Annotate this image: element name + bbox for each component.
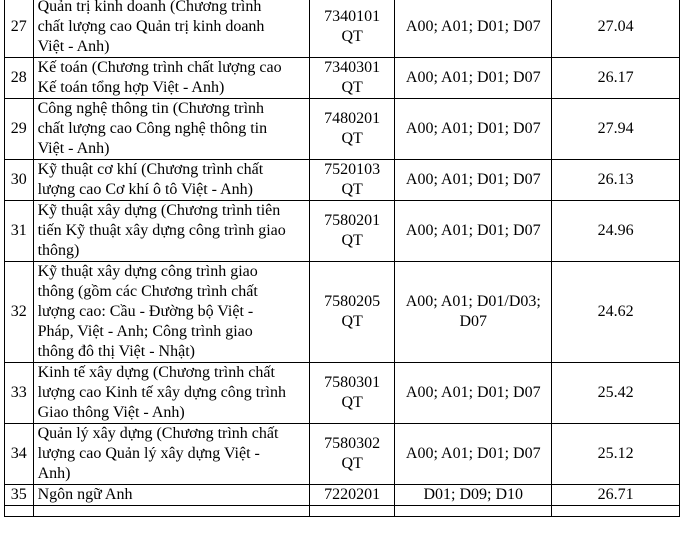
- cutoff-score: 24.62: [552, 262, 680, 363]
- table-body: [5, 0, 680, 517]
- program-name-line: Việt - Anh): [37, 140, 110, 157]
- table-row: [5, 0, 680, 58]
- program-name-line: Việt - Anh): [37, 38, 110, 55]
- program-code-line: 7580201: [324, 212, 381, 229]
- program-name-line: Anh): [37, 465, 71, 482]
- program-code: [309, 160, 394, 201]
- row-number: 31: [5, 201, 34, 262]
- program-name-line: Công nghệ thông tin (Chương trình: [37, 100, 265, 117]
- subject-combination-line: A00; A01; D01/D03;: [405, 293, 541, 310]
- program-code: [309, 363, 394, 424]
- row-number: 34: [5, 424, 34, 485]
- row-number: 30: [5, 160, 34, 201]
- table-row: [5, 160, 680, 201]
- program-code: [309, 424, 394, 485]
- table-row-partial: [5, 506, 680, 517]
- subject-combination-line: D07: [459, 313, 488, 330]
- program-code: [309, 58, 394, 99]
- subject-combination-line: A00; A01; D01; D07: [405, 384, 541, 401]
- program-code-line: 7220201: [324, 486, 381, 503]
- program-name-line: lượng cao Quản lý xây dựng Việt -: [37, 445, 260, 462]
- program-code: [309, 99, 394, 160]
- program-code: [309, 485, 394, 506]
- program-name-line: Kỹ thuật xây dựng công trình giao: [37, 263, 258, 280]
- cutoff-score: 26.13: [552, 160, 680, 201]
- program-name-line: chất lượng cao Công nghệ thông tin: [37, 120, 268, 137]
- program-code: [309, 262, 394, 363]
- program-code-line: QT: [341, 181, 363, 198]
- cutoff-score: 27.94: [552, 99, 680, 160]
- admission-scores-table: [4, 0, 680, 517]
- cutoff-score: 25.12: [552, 424, 680, 485]
- row-number: 32: [5, 262, 34, 363]
- row-number: 27: [5, 0, 34, 58]
- table-row: [5, 363, 680, 424]
- subject-combination-line: A00; A01; D01; D07: [405, 18, 541, 35]
- empty-cell: [395, 506, 552, 517]
- program-name: [33, 485, 309, 506]
- program-name-line: Kinh tế xây dựng (Chương trình chất: [37, 364, 275, 381]
- program-name: [33, 262, 309, 363]
- program-name-line: Kế toán tổng hợp Việt - Anh): [37, 79, 225, 96]
- table-row: [5, 262, 680, 363]
- program-code-line: QT: [341, 79, 363, 96]
- subject-combination: [395, 160, 552, 201]
- subject-combination-line: A00; A01; D01; D07: [405, 222, 541, 239]
- program-name-line: thông (gồm các Chương trình chất: [37, 283, 258, 300]
- table-row: [5, 58, 680, 99]
- subject-combination: [395, 99, 552, 160]
- table-row: [5, 201, 680, 262]
- program-name-line: Kế toán (Chương trình chất lượng cao: [37, 59, 282, 76]
- program-name-line: Pháp, Việt - Anh; Công trình giao: [37, 323, 253, 340]
- cutoff-score: 25.42: [552, 363, 680, 424]
- subject-combination-line: A00; A01; D01; D07: [405, 120, 541, 137]
- empty-cell: [552, 506, 680, 517]
- program-name-line: lượng cao: Cầu - Đường bộ Việt -: [37, 303, 254, 320]
- row-number: 29: [5, 99, 34, 160]
- program-name-line: Kỹ thuật xây dựng (Chương trình tiên: [37, 202, 281, 219]
- program-name-line: thông đô thị Việt - Nhật): [37, 343, 195, 360]
- program-code-line: 7340101: [324, 8, 381, 25]
- subject-combination-line: A00; A01; D01; D07: [405, 171, 541, 188]
- row-number: 28: [5, 58, 34, 99]
- subject-combination: [395, 58, 552, 99]
- program-name-line: thông): [37, 242, 80, 259]
- subject-combination: [395, 0, 552, 58]
- program-name-line: chất lượng cao Quản trị kinh doanh: [37, 18, 265, 35]
- row-number: 33: [5, 363, 34, 424]
- cutoff-score: 24.96: [552, 201, 680, 262]
- subject-combination-line: D01; D09; D10: [423, 486, 524, 503]
- program-code-line: QT: [341, 455, 363, 472]
- program-name-line: Quản trị kinh doanh (Chương trình: [37, 0, 262, 15]
- table-row: [5, 99, 680, 160]
- program-name: [33, 363, 309, 424]
- program-code-line: 7580301: [324, 374, 381, 391]
- subject-combination: [395, 201, 552, 262]
- program-code-line: 7340301: [324, 59, 381, 76]
- program-code-line: 7520103: [324, 161, 381, 178]
- program-name-line: Giao thông Việt - Anh): [37, 404, 185, 421]
- table-row: [5, 485, 680, 506]
- program-code-line: 7580302: [324, 435, 381, 452]
- program-name-line: Kỹ thuật cơ khí (Chương trình chất: [37, 161, 264, 178]
- program-name: [33, 160, 309, 201]
- program-code: [309, 201, 394, 262]
- program-name-line: lượng cao Kinh tế xây dựng công trình: [37, 384, 286, 401]
- program-code-line: QT: [341, 313, 363, 330]
- program-code-line: 7480201: [324, 110, 381, 127]
- subject-combination-line: A00; A01; D01; D07: [405, 69, 541, 86]
- subject-combination: [395, 363, 552, 424]
- subject-combination-line: A00; A01; D01; D07: [405, 445, 541, 462]
- program-name: [33, 99, 309, 160]
- table-row: [5, 424, 680, 485]
- cutoff-score: 26.71: [552, 485, 680, 506]
- program-code-line: 7580205: [324, 293, 381, 310]
- program-code: [309, 0, 394, 58]
- empty-cell: [309, 506, 394, 517]
- row-number: 35: [5, 485, 34, 506]
- empty-cell: [33, 506, 309, 517]
- program-code-line: QT: [341, 232, 363, 249]
- program-name: [33, 201, 309, 262]
- program-code-line: QT: [341, 130, 363, 147]
- program-name: [33, 424, 309, 485]
- program-name-line: Ngôn ngữ Anh: [37, 486, 133, 503]
- program-code-line: QT: [341, 28, 363, 45]
- cutoff-score: 26.17: [552, 58, 680, 99]
- program-name: [33, 58, 309, 99]
- program-name-line: Quản lý xây dựng (Chương trình chất: [37, 425, 279, 442]
- program-code-line: QT: [341, 394, 363, 411]
- empty-cell: [5, 506, 34, 517]
- subject-combination: [395, 424, 552, 485]
- program-name: [33, 0, 309, 58]
- subject-combination: [395, 485, 552, 506]
- cutoff-score: 27.04: [552, 0, 680, 58]
- subject-combination: [395, 262, 552, 363]
- program-name-line: lượng cao Cơ khí ô tô Việt - Anh): [37, 181, 254, 198]
- program-name-line: tiến Kỹ thuật xây dựng công trình giao: [37, 222, 286, 239]
